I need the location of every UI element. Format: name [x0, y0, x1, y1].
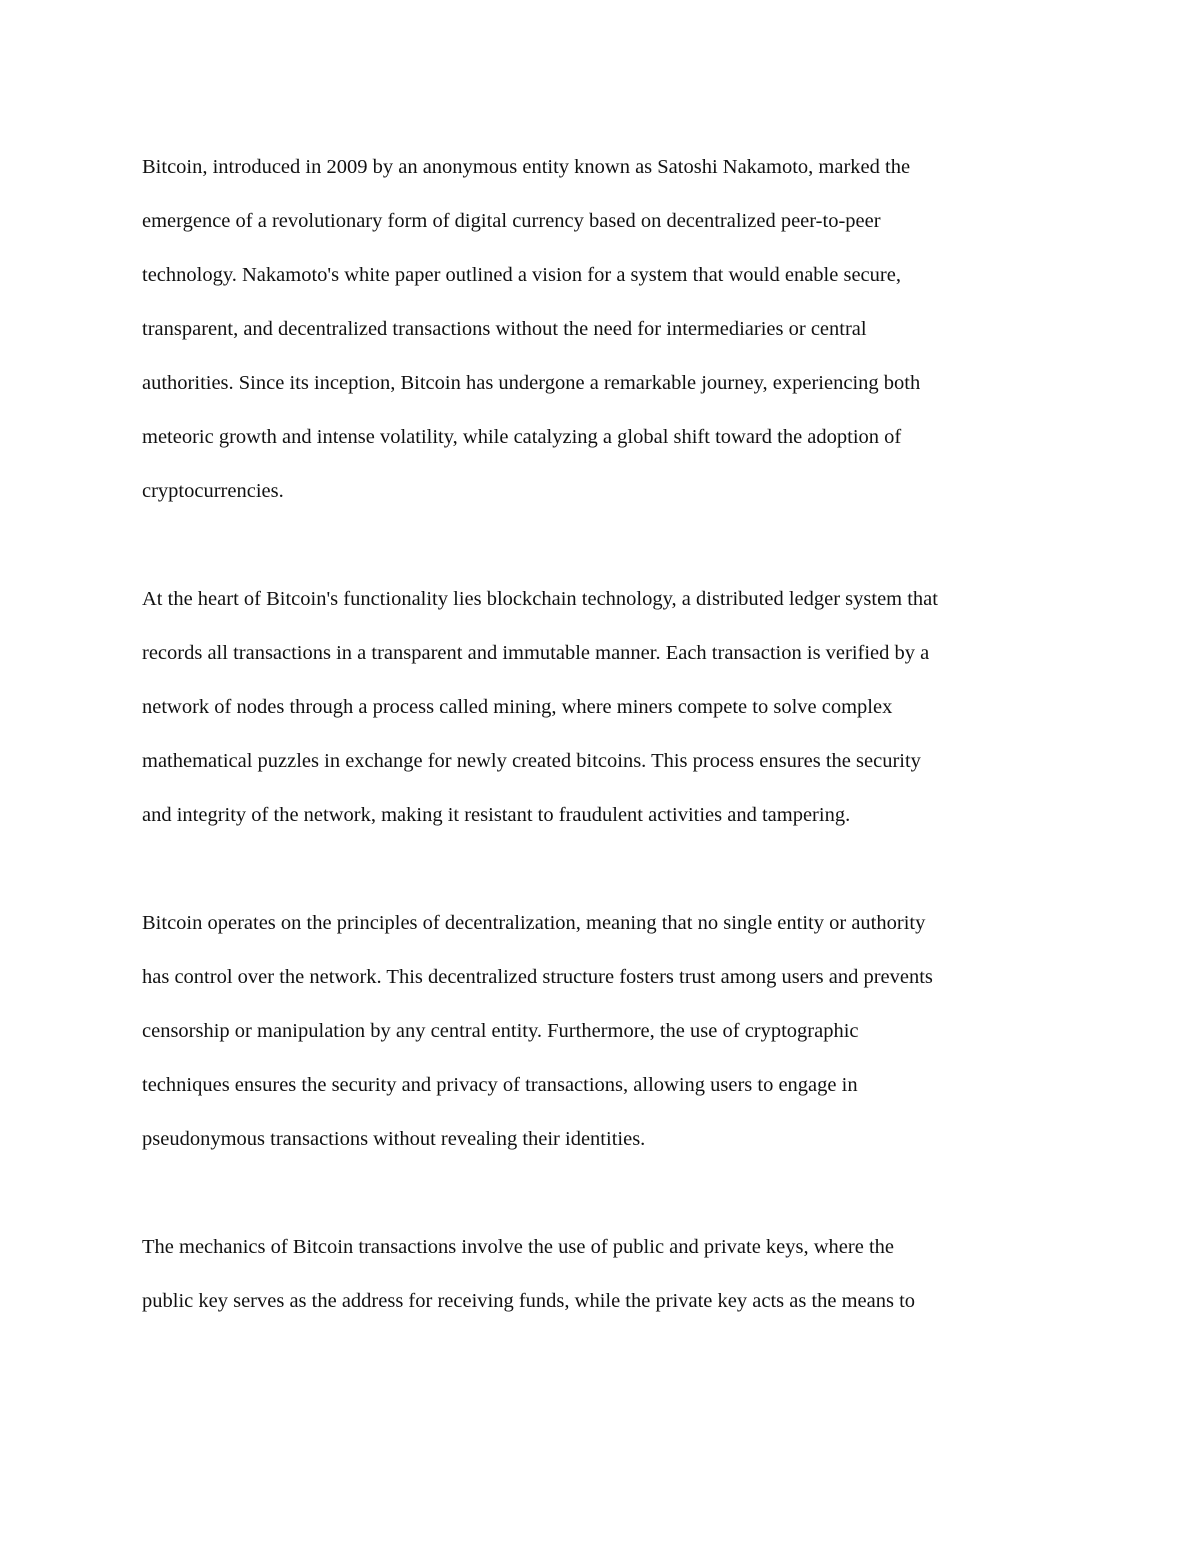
paragraph-transaction-mechanics — [142, 1220, 1072, 1328]
text-line: technology. Nakamoto's white paper outlined a vision for a system that would enable secure, — [142, 264, 901, 286]
text-line: public key serves as the address for receiving funds, while the private key acts as the means to — [142, 1290, 916, 1312]
text-line: records all transactions in a transparent and immutable manner. Each transaction is verified by a — [142, 642, 930, 664]
text-line: pseudonymous transactions without revealing their identities. — [142, 1128, 646, 1150]
text-line: has control over the network. This decentralized structure fosters trust among users and prevents — [142, 966, 933, 988]
text-line: techniques ensures the security and privacy of transactions, allowing users to engage in — [142, 1074, 858, 1096]
text-line: and integrity of the network, making it resistant to fraudulent activities and tampering. — [142, 804, 851, 826]
text-line: emergence of a revolutionary form of digital currency based on decentralized peer-to-peer — [142, 210, 881, 232]
text-line: transparent, and decentralized transactions without the need for intermediaries or central — [142, 318, 867, 340]
paragraph-decentralization — [142, 896, 1072, 1166]
text-line: The mechanics of Bitcoin transactions involve the use of public and private keys, where the — [142, 1236, 895, 1258]
text-line: authorities. Since its inception, Bitcoin has undergone a remarkable journey, experiencing both — [142, 372, 921, 394]
text-line: Bitcoin, introduced in 2009 by an anonymous entity known as Satoshi Nakamoto, marked the — [142, 156, 911, 178]
text-line: At the heart of Bitcoin's functionality lies blockchain technology, a distributed ledger system that — [142, 588, 938, 610]
text-line: meteoric growth and intense volatility, while catalyzing a global shift toward the adoption of — [142, 426, 902, 448]
document-body — [142, 140, 1072, 1328]
paragraph-bitcoin-introduction — [142, 140, 1072, 518]
text-line: cryptocurrencies. — [142, 480, 284, 502]
paragraph-blockchain-technology — [142, 572, 1072, 842]
text-line: mathematical puzzles in exchange for newly created bitcoins. This process ensures the security — [142, 750, 921, 772]
text-line: network of nodes through a process called mining, where miners compete to solve complex — [142, 696, 893, 718]
text-line: Bitcoin operates on the principles of decentralization, meaning that no single entity or authority — [142, 912, 926, 934]
text-line: censorship or manipulation by any central entity. Furthermore, the use of cryptographic — [142, 1020, 859, 1042]
